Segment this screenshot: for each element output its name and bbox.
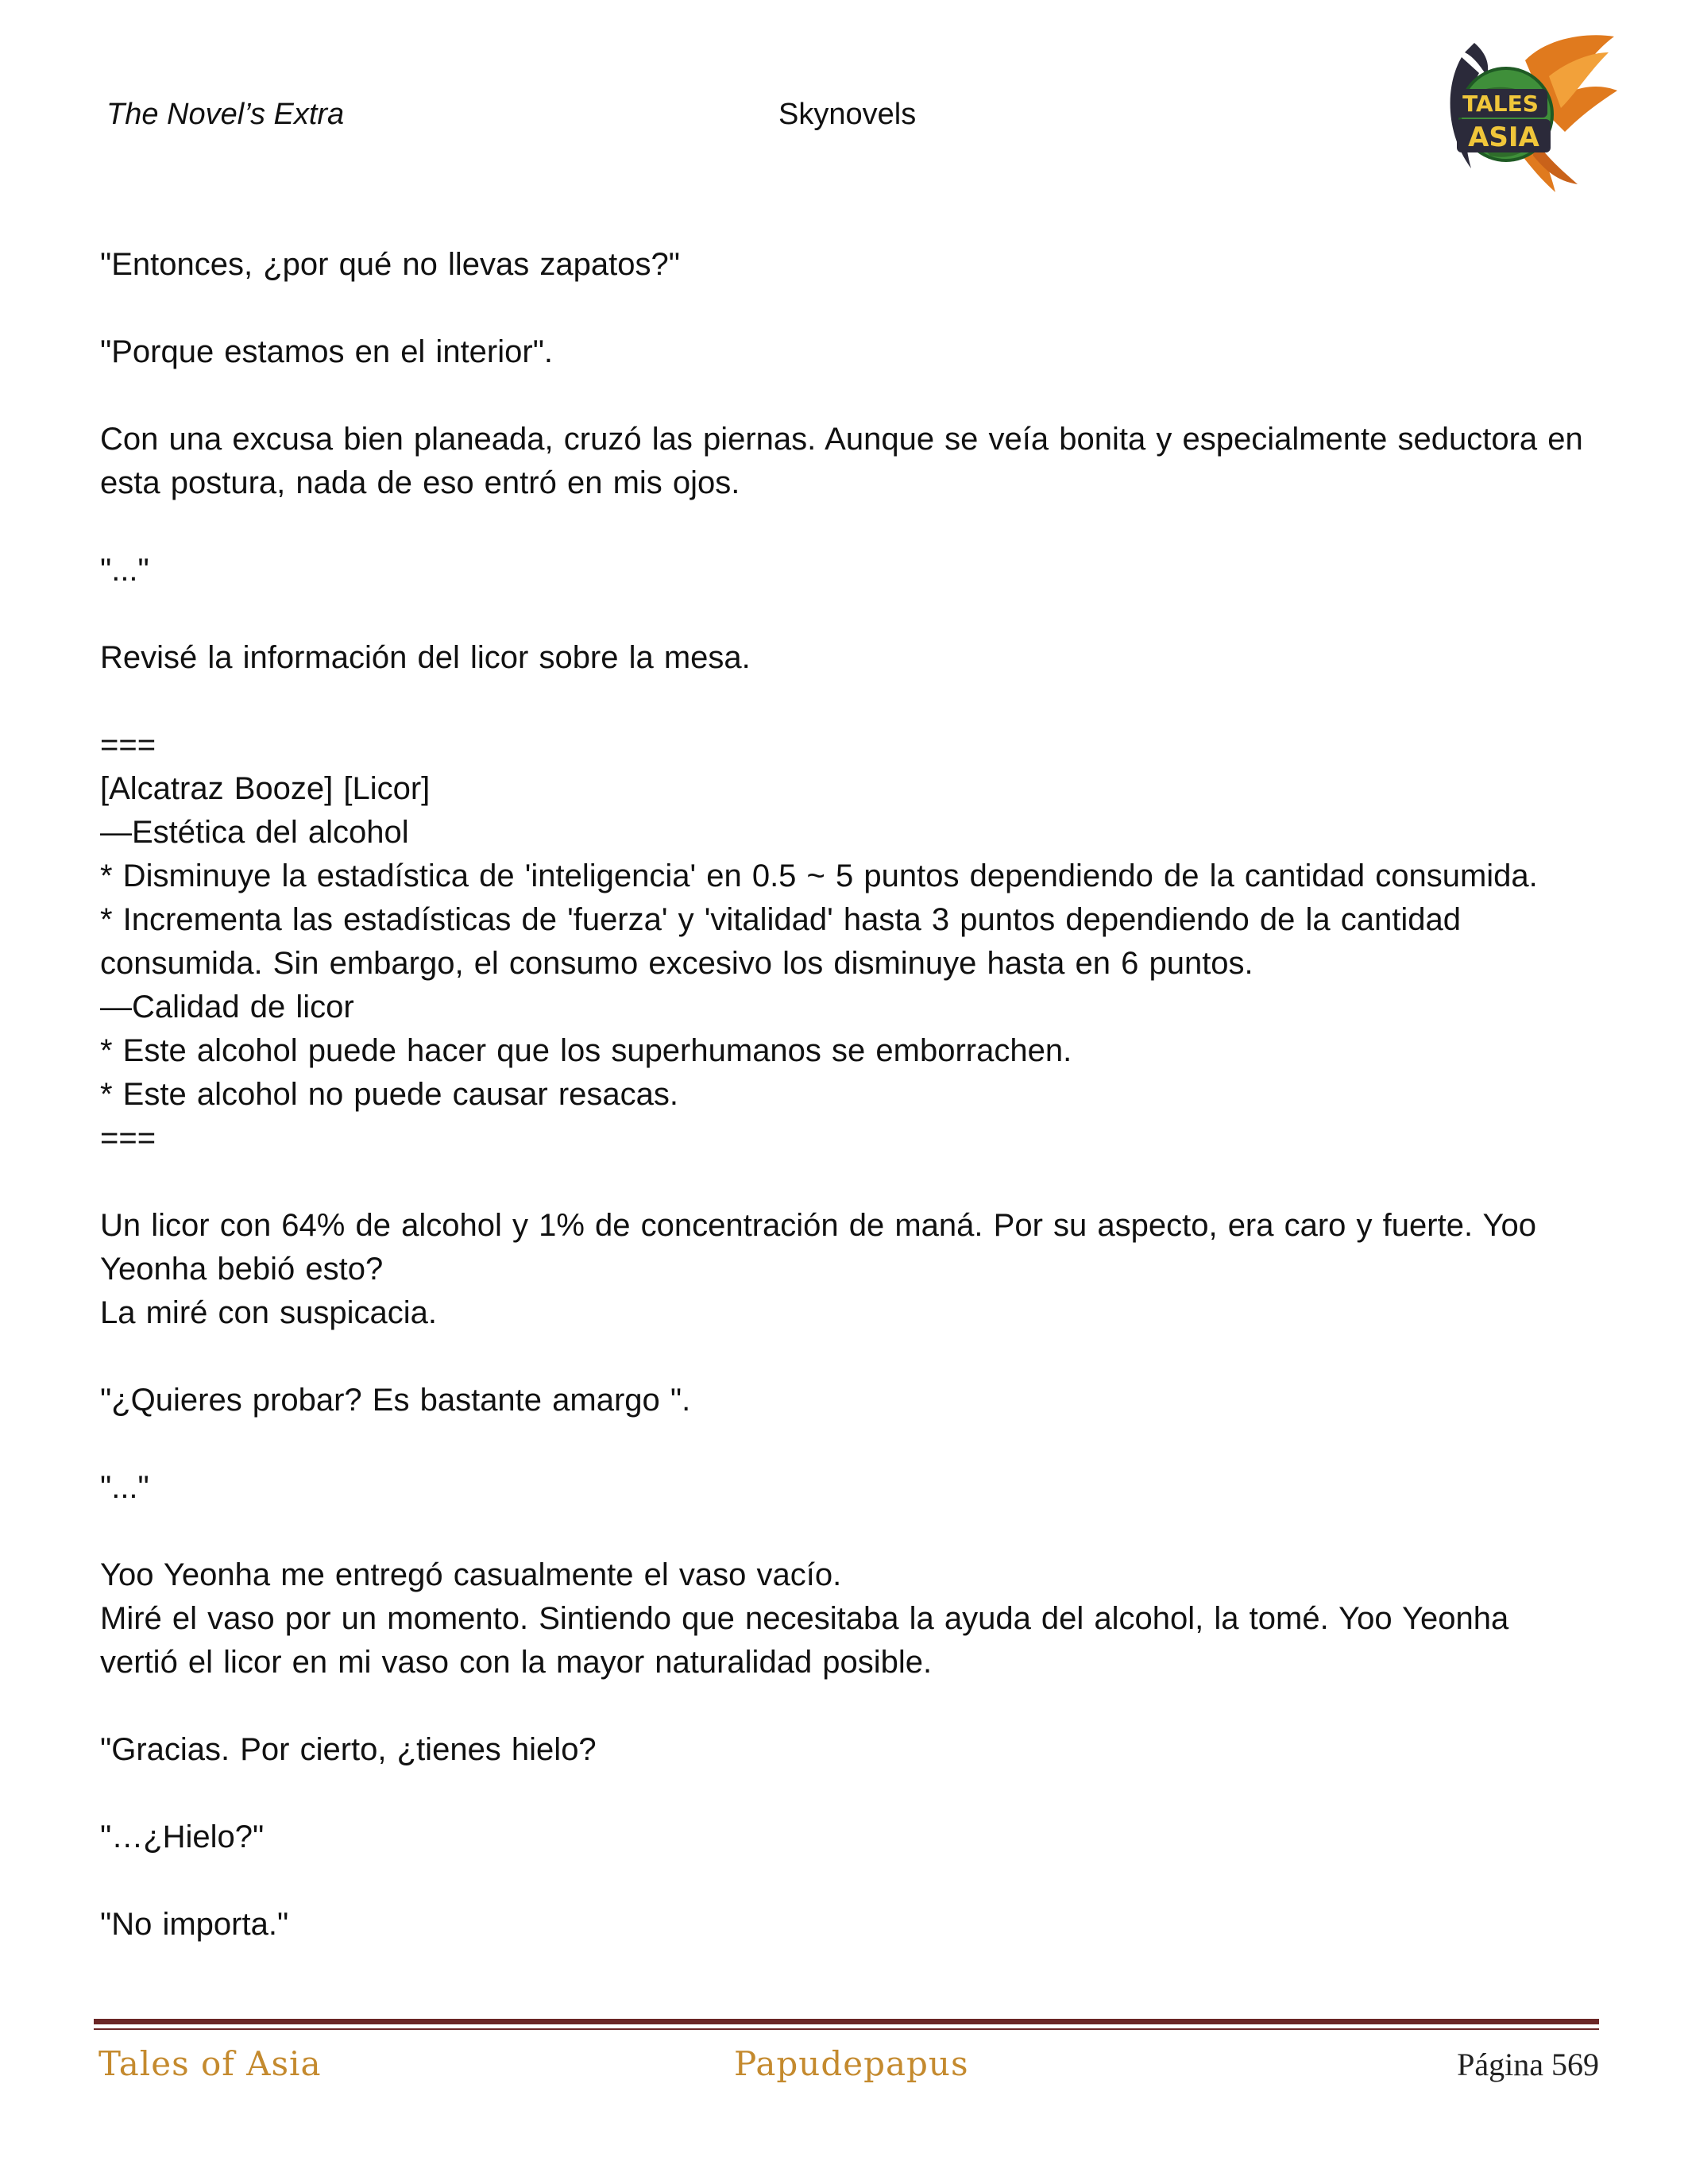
paragraph-gap xyxy=(100,1684,1593,1728)
paragraph: === xyxy=(100,1121,156,1156)
paragraph-gap xyxy=(100,680,1593,723)
paragraph: "Entonces, ¿por qué no llevas zapatos?" xyxy=(100,247,680,282)
paragraph: Con una excusa bien planeada, cruzó las piernas. Aunque se veía bonita y especialmente seductora en esta postura, nada de eso entró en mis ojos. xyxy=(100,422,1583,500)
paragraph: * Este alcohol puede hacer que los superhumanos se emborrachen. xyxy=(100,1033,1072,1068)
paragraph: Un licor con 64% de alcohol y 1% de concentración de maná. Por su aspecto, era caro y fuerte. Yoo Yeonha bebió esto? xyxy=(100,1208,1536,1287)
footer-translator-name: Papudepapus xyxy=(734,2044,969,2083)
paragraph-gap xyxy=(100,1335,1593,1379)
paragraph: "No importa." xyxy=(100,1907,289,1942)
paragraph: Revisé la información del licor sobre la mesa. xyxy=(100,640,751,675)
paragraph: —Estética del alcohol xyxy=(100,815,409,850)
header-site-name: Skynovels xyxy=(778,98,917,131)
paragraph-gap xyxy=(100,1422,1593,1466)
logo-text-top: TALES xyxy=(1462,91,1539,117)
paragraph: "Porque estamos en el interior". xyxy=(100,334,554,369)
paragraph: [Alcatraz Booze] [Licor] xyxy=(100,771,431,806)
page-number: Página 569 xyxy=(1457,2047,1599,2082)
paragraph: "Gracias. Por cierto, ¿tienes hielo? xyxy=(100,1732,597,1767)
paragraph-gap xyxy=(100,287,1593,330)
paragraph: Yoo Yeonha me entregó casualmente el vaso vacío. xyxy=(100,1557,842,1592)
paragraph: * Este alcohol no puede causar resacas. xyxy=(100,1077,678,1112)
paragraph: "¿Quieres probar? Es bastante amargo ". xyxy=(100,1383,691,1418)
paragraph-gap xyxy=(100,1772,1593,1815)
footer-translator-group: Tales of Asia xyxy=(98,2044,322,2083)
paragraph: —Calidad de licor xyxy=(100,990,354,1024)
footer-rule xyxy=(94,2019,1599,2024)
paragraph: "…¿Hielo?" xyxy=(100,1819,265,1854)
paragraph-gap xyxy=(100,592,1593,636)
chapter-body xyxy=(100,243,1593,1947)
paragraph: "..." xyxy=(100,553,149,588)
paragraph: "..." xyxy=(100,1470,149,1505)
paragraph: * Disminuye la estadística de 'inteligencia' en 0.5 ~ 5 puntos dependiendo de la cantidad consumida. xyxy=(100,859,1538,893)
paragraph-gap xyxy=(100,1160,1593,1204)
paragraph-gap xyxy=(100,1859,1593,1903)
footer-rule-thin xyxy=(94,2028,1599,2030)
paragraph: Miré el vaso por un momento. Sintiendo que necesitaba la ayuda del alcohol, la tomé. Yoo Yeonha vertió el licor en mi vaso con la mayor naturalidad posible. xyxy=(100,1601,1509,1680)
paragraph-gap xyxy=(100,505,1593,549)
paragraph: === xyxy=(100,727,156,762)
paragraph: La miré con suspicacia. xyxy=(100,1295,437,1330)
paragraph-gap xyxy=(100,374,1593,418)
logo-text-bottom: ASIA xyxy=(1468,122,1539,153)
paragraph: * Incrementa las estadísticas de 'fuerza' y 'vitalidad' hasta 3 puntos dependiendo de la cantidad consumida. Sin embargo, el consumo excesivo los disminuye hasta en 6 puntos. xyxy=(100,902,1461,981)
header-book-title: The Novel’s Extra xyxy=(106,98,345,131)
paragraph-gap xyxy=(100,1510,1593,1553)
tales-of-asia-logo xyxy=(1430,29,1620,202)
